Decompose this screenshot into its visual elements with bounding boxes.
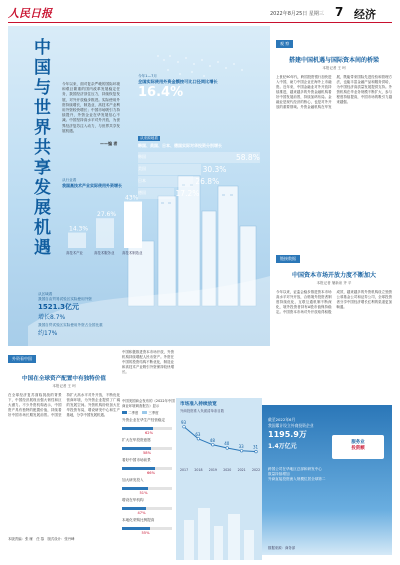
- country-chart-title: 韩国、美国、日本、德国实际对华投资分别增长: [138, 143, 222, 148]
- fdi-growth-value: 16.4%: [138, 85, 184, 100]
- industry-bar-value: 14.3%: [69, 225, 89, 233]
- country-bar-value: 30.3%: [202, 165, 227, 174]
- lower-left-body: 在全球经济复苏面临挑战的背景下，中国经济展现出强大韧性和巨大潜力。不少外资机构表示，中国资产具有独特的配置价值，持续看好中国市场长期发展前景。中国坚持扩大高水平对外开放，不断优化营商环境，为外资企业提供了广阔的发展空间。外资机构纷纷加大在华投资布局，增设研发中心和生产基地，分享中国发展机遇。: [8, 393, 120, 417]
- industry-chart-label: 从行业看: [62, 178, 77, 182]
- industry-bar: [96, 218, 114, 248]
- industry-bar-label: 高技术服务业: [94, 251, 115, 255]
- right-article-1: [276, 30, 392, 223]
- newspaper-logo: 人民日报: [8, 7, 52, 20]
- info-value2: 1.4万亿元: [268, 443, 297, 450]
- line-point-label: 93: [181, 419, 187, 425]
- line-point: [226, 447, 229, 450]
- industry-bar-label: 高技术产业: [66, 251, 83, 255]
- footer-graphic-panel: [176, 480, 262, 560]
- line-point: [212, 444, 215, 447]
- survey-bar-value: 55%: [141, 531, 150, 535]
- issue-date: 2022年8月25日 星期三: [270, 11, 324, 17]
- info-badge-box: [332, 435, 384, 459]
- line-chart-svg: [176, 416, 262, 478]
- info-badge2: 投资额: [351, 446, 365, 451]
- info-footer: 数据来源：商务部: [268, 546, 296, 550]
- country-bar-label: 德国: [138, 190, 146, 195]
- feature-author: ——编 者: [100, 141, 118, 146]
- section-name: 经济: [354, 8, 376, 21]
- country-bar-row: [138, 176, 266, 187]
- lower-left-byline: 本报记者 王 珂: [52, 384, 76, 388]
- survey-bar-value: 47%: [137, 511, 146, 515]
- survey-bar: [122, 527, 150, 530]
- lower-left-headline: 中国在全球资产配置中有独特价值: [22, 376, 106, 382]
- country-bar-row: [138, 152, 266, 163]
- survey-legend-a: 二季度: [128, 411, 139, 415]
- survey-row: [122, 458, 176, 478]
- zone-stats-block: [38, 292, 138, 337]
- line-point-label: 63: [195, 431, 201, 437]
- survey-bar-value: 62%: [145, 431, 153, 435]
- right-article-1-tag: 观 察: [276, 40, 293, 48]
- survey-legend-b: 三季度: [148, 411, 159, 415]
- line-x-tick: 2019: [208, 468, 217, 472]
- negative-list-chart: [176, 398, 262, 480]
- survey-row: [122, 518, 176, 538]
- line-x-tick: 2021: [237, 468, 246, 472]
- info-note1: 跨国公司在华地区总部和研发中心: [268, 467, 322, 471]
- info-line1: 我国累计设立外商投资企业: [268, 423, 314, 428]
- line-point: [197, 438, 200, 441]
- right-article-1-headline: 搭建中国机遇与国际资本间的桥梁: [288, 57, 379, 64]
- zone-label: 从区域看: [38, 292, 53, 296]
- right-info-panel: [262, 405, 392, 555]
- industry-bar-value: 43%: [125, 194, 139, 202]
- info-note2: 数量持续增加: [268, 472, 290, 476]
- country-chart-label: 从来源地看: [140, 136, 158, 140]
- survey-bar-value: 51%: [139, 491, 148, 495]
- country-bar-row: [138, 164, 266, 175]
- mid-column-text: [122, 350, 174, 396]
- country-bar-value: 58.8%: [236, 153, 260, 162]
- country-bar-value: 17.2%: [175, 189, 200, 198]
- survey-row-label: 外资企业在华生产经营稳定: [122, 418, 166, 422]
- country-bar-value: 26.8%: [195, 177, 220, 186]
- survey-row: [122, 478, 176, 498]
- fdi-growth-block: [138, 74, 218, 100]
- line-x-tick: 2020: [223, 468, 232, 472]
- right-article-2-tag: 链接数据: [276, 255, 300, 263]
- line-point: [183, 426, 186, 429]
- footer-skyline-graphic: [176, 480, 262, 560]
- masthead: [8, 5, 392, 23]
- zone-line1: 我国自由贸易试验区实际使用外资: [38, 297, 92, 301]
- page-number: 7: [335, 5, 344, 19]
- country-bars: [138, 152, 266, 200]
- line-point-label: 48: [209, 437, 215, 443]
- survey-bar: [122, 447, 151, 450]
- info-head: 截至2022年6月: [268, 417, 296, 422]
- industry-investment-chart: [62, 178, 152, 258]
- survey-row: [122, 418, 176, 438]
- right-article-2-body: 今年以来，证监会稳步推进资本市场高水平对外开放，合格境外投资者制度持续优化，互联互通机制不断深化，境外投资者持有A股市值保持稳定。中国资本市场对外开放取得积极成效，越来越多的外资机构设立独资公募基金公司和证券公司，全球投资者分享中国经济增长红利的渠道更加畅通。: [276, 290, 392, 314]
- line-x-tick: 2017: [180, 468, 189, 472]
- right-article-2: [276, 245, 392, 398]
- country-bar: [138, 164, 201, 175]
- line-point: [240, 450, 243, 453]
- feature-title: 中国与世界共享发展机遇: [34, 38, 51, 258]
- survey-bar: [122, 507, 146, 510]
- right-article-2-byline: 本报记者 屠新泉 齐 平: [316, 281, 352, 285]
- page-credits: 本版责编：张 雁 任 慕 版式设计：张丹峰: [8, 537, 75, 541]
- country-investment-chart: [138, 124, 266, 198]
- mid-column-body: 中国积极推进资本市场开放，外资机构持续增配人民币资产。外资在中国的投资结构不断优化，制造业和高技术产业吸引外资保持较快增长。: [122, 350, 174, 374]
- right-article-1-byline: 本报记者 王 珂: [322, 66, 346, 70]
- fdi-period: 今年1—7月: [138, 74, 157, 78]
- feature-intro: 今年以来，面对复杂严峻的国际环境和艰巨繁重的国内改革发展稳定任务，我国经济顶住压力，持续恢复发展，对外开放稳步推进。实际使用外资持续增长，制造业、高技术产业利用外资较快增长；中国市场吸引力持续提升，外资企业在华发展信心不减。中国坚持高水平对外开放，为世界经济复苏注入动力，与世界共享发展机遇。: [62, 82, 120, 133]
- line-series: [184, 427, 256, 452]
- line-point-label: 40: [224, 441, 230, 446]
- country-bar-label: 韩国: [138, 154, 146, 159]
- survey-bar-value: 58%: [143, 451, 151, 455]
- line-x-tick: 2018: [194, 468, 203, 472]
- info-value1: 1195.9万: [268, 430, 307, 439]
- survey-row-label: 本地化采购比例提高: [122, 518, 155, 522]
- country-bar-label: 日本: [138, 178, 146, 183]
- zone-growth1: 增长8.7%: [38, 314, 66, 321]
- country-bar-row: [138, 188, 266, 199]
- info-badge1: 服务业: [351, 440, 365, 445]
- survey-row: [122, 438, 176, 458]
- survey-chart: [122, 398, 176, 560]
- survey-bar: [122, 467, 155, 470]
- zone-growth2: 约17%: [38, 330, 58, 337]
- survey-row: [122, 498, 176, 518]
- industry-bar-label: 高技术制造业: [122, 251, 143, 255]
- right-article-2-headline: 中国资本市场开放力度不断加大: [291, 272, 376, 279]
- survey-row-label: 扩大在华投资意愿: [122, 438, 151, 442]
- survey-bar: [122, 427, 153, 430]
- survey-row-label: 看好中国市场前景: [122, 458, 151, 462]
- country-bar-label: 美国: [138, 166, 146, 171]
- info-notes: [268, 467, 386, 482]
- industry-bars-svg: [62, 190, 152, 256]
- industry-chart-title: 我国高技术产业实际使用外资增长: [62, 183, 122, 188]
- zone-value1: 1521.3亿元: [38, 303, 80, 311]
- right-article-1-body: 上世纪90年代，跨国投资银行加快进入中国，助力中国企业在海外上市融资。近年来，中国金融业对外开放持续推进，越来越多的外资金融机构看好中国发展前景，持续加码布局。金融业是现代经济的核心，也是对外开放的重要领域。外资金融机构在华发展，既能带来国际先进经验和管理方法，也能丰富金融产品和服务供给，为中国经济高质量发展提供支持。外资机构在华业务规模不断扩大，参与程度持续提高，中国市场的吸引力越来越强。: [276, 75, 392, 109]
- survey-legend: [122, 410, 176, 415]
- survey-bar: [122, 487, 148, 490]
- survey-row-label: 增设在华机构: [122, 498, 144, 502]
- zone-line2: 我国自贸试验区实际使用外资占全国比重: [38, 323, 103, 327]
- survey-title: 中国美国商会发布的《2022年中国商业环境调查报告》显示: [122, 399, 175, 408]
- line-point-label: 31: [253, 444, 259, 450]
- line-chart-subtitle: 外商投资准入负面清单条目数: [180, 409, 225, 413]
- survey-row-label: 加大研发投入: [122, 478, 144, 482]
- fdi-title: 全国实际使用外资金额按可比口径同比增长: [138, 79, 218, 84]
- info-note3: 外商直接投资流入规模位居全球第二: [268, 477, 326, 481]
- line-x-tick: 2022: [252, 468, 261, 472]
- survey-bar-value: 66%: [147, 471, 155, 475]
- line-point-label: 33: [238, 443, 244, 449]
- industry-bar: [124, 202, 142, 248]
- lower-left-tag: 外资看中国: [8, 355, 36, 363]
- lower-left-article: [8, 345, 120, 542]
- industry-bar: [68, 233, 86, 248]
- survey-rows: [122, 418, 176, 538]
- industry-bar-value: 27.6%: [97, 211, 117, 219]
- line-chart-title: 市场准入持续放宽: [180, 402, 217, 407]
- line-point: [255, 450, 258, 453]
